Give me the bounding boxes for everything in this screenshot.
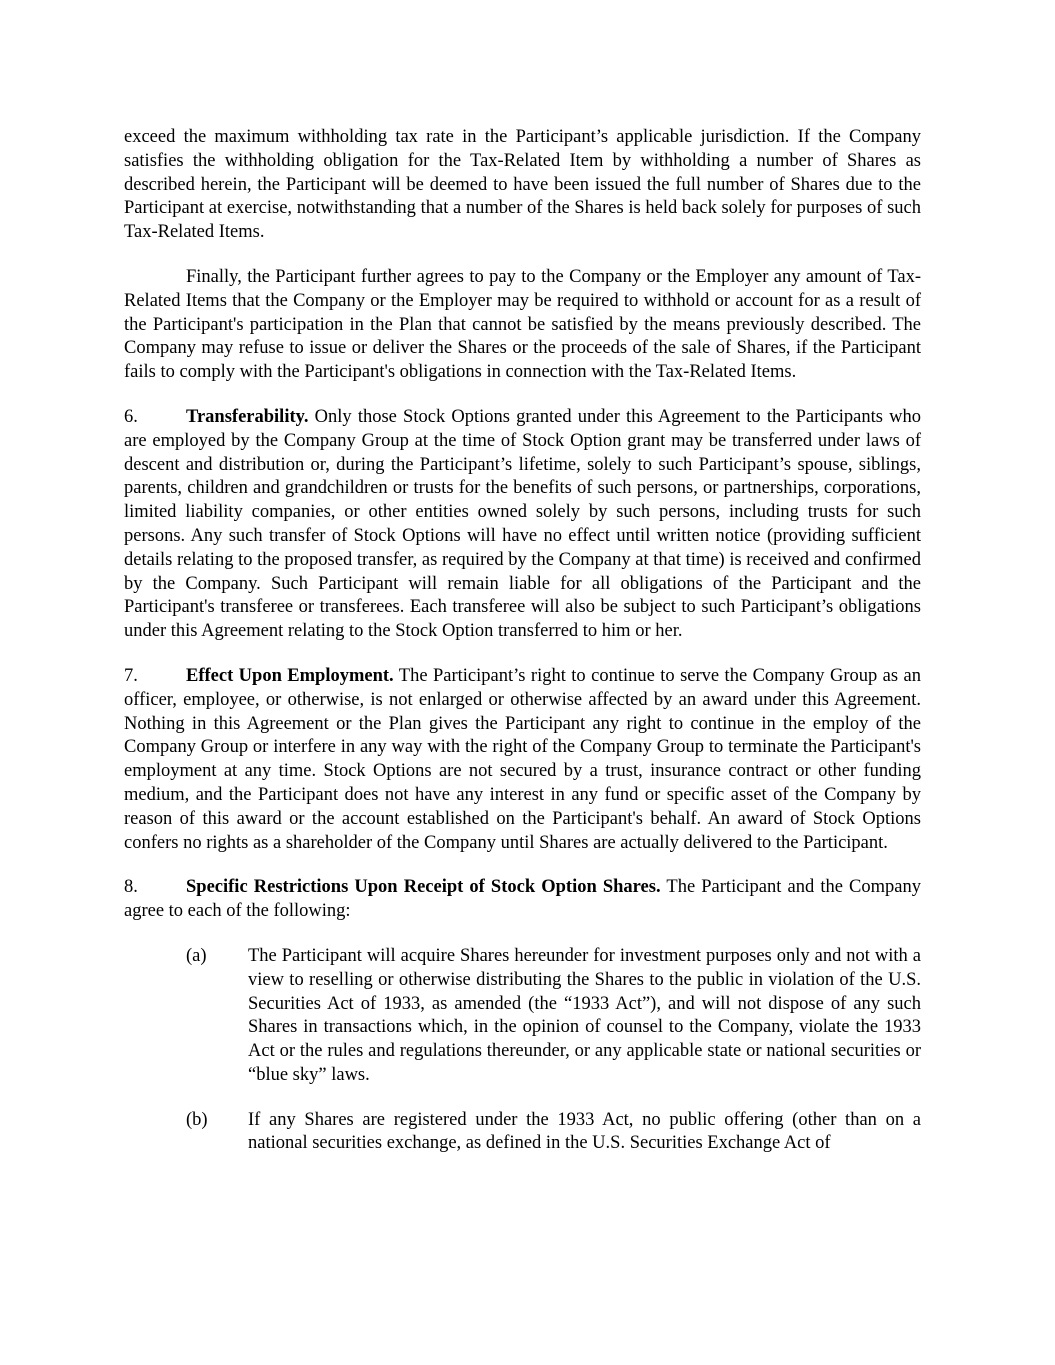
finally-paragraph: Finally, the Participant further agrees to pay to the Company or the Employer any amount of Tax-Related Items that the Company or the Employer may be required to withhold or account for as a result of the Participant's participation in the Plan that cannot be satisfied by the means previously described. The Company may refuse to issue or deliver the Shares or the proceeds of the sale of Shares, if the Participant fails to comply with the Participant's obligations in connection with the Tax-Related Items. — [124, 266, 921, 383]
subsection-a — [124, 945, 921, 1088]
subsection-b — [124, 1109, 921, 1157]
section-7-effect-upon-employment — [124, 665, 921, 855]
section-number: 6. — [124, 406, 138, 427]
subsection-label: (a) — [186, 945, 207, 966]
section-6-transferability — [124, 406, 921, 644]
subsection-text: The Participant will acquire Shares hereunder for investment purposes only and not with a view to reselling or otherwise distributing the Shares to the public in violation of the U.S. Securities Act of 1933, as amended (the “1933 Act”), and will not dispose of any such Shares in transactions which, in the opinion of counsel to the Company, violate the 1933 Act or the rules and regulations thereunder, or any applicable state or national securities or “blue sky” laws. — [248, 945, 921, 1085]
document-page — [124, 126, 921, 1177]
section-heading: Transferability. — [186, 406, 309, 427]
section-number: 8. — [124, 877, 138, 898]
intro-continuation-paragraph: exceed the maximum withholding tax rate in the Participant’s applicable jurisdiction. If the Company satisfies the withholding obligation for the Tax-Related Item by withholding a number of Shares as described herein, the Participant will be deemed to have been issued the full number of Shares due to the Participant at exercise, notwithstanding that a number of the Shares is held back solely for purposes of such Tax-Related Items. — [124, 127, 921, 243]
subsection-text: If any Shares are registered under the 1933 Act, no public offering (other than on a national securities exchange, as defined in the U.S. Securities Exchange Act of — [248, 1109, 921, 1154]
section-body: The Participant’s right to continue to serve the Company Group as an officer, employee, or otherwise, is not enlarged or otherwise affected by an award under this Agreement. Nothing in this Agreement or the Plan gives the Participant any right to continue in the employ of the Company Group or interfere in any way with the right of the Company Group to terminate the Participant's employment at any time. Stock Options are not secured by a trust, insurance contract or other funding medium, and the Participant does not have any interest in any fund or specific asset of the Company by reason of this award or the account established on the Participant's behalf. An award of Stock Options confers no rights as a shareholder of the Company until Shares are actually delivered to the Participant. — [124, 665, 921, 853]
section-body: The Participant and the Company agree to each of the following: — [124, 877, 921, 922]
section-body: Only those Stock Options granted under this Agreement to the Participants who are employed by the Company Group at the time of Stock Option grant may be transferred under laws of descent and distribution or, during the Participant’s lifetime, solely to such Participant’s spouse, siblings, parents, children and grandchildren or trusts for the benefits of such persons, or partnerships, corporations, limited liability companies, or other entities owned solely by such persons, including trusts for such persons. Any such transfer of Stock Options will have no effect until written notice (providing sufficient details relating to the proposed transfer, as required by the Company at that time) is received and confirmed by the Company. Such Participant will remain liable for all obligations of the Participant and the Participant's transferee or transferees. Each transferee will also be subject to such Participant’s obligations under this Agreement relating to the Stock Option transferred to him or her. — [124, 406, 921, 642]
section-number: 7. — [124, 665, 138, 686]
section-heading: Specific Restrictions Upon Receipt of Stock Option Shares. — [186, 877, 661, 898]
section-heading: Effect Upon Employment. — [186, 665, 394, 686]
subsection-label: (b) — [186, 1109, 208, 1130]
section-8-specific-restrictions — [124, 876, 921, 924]
